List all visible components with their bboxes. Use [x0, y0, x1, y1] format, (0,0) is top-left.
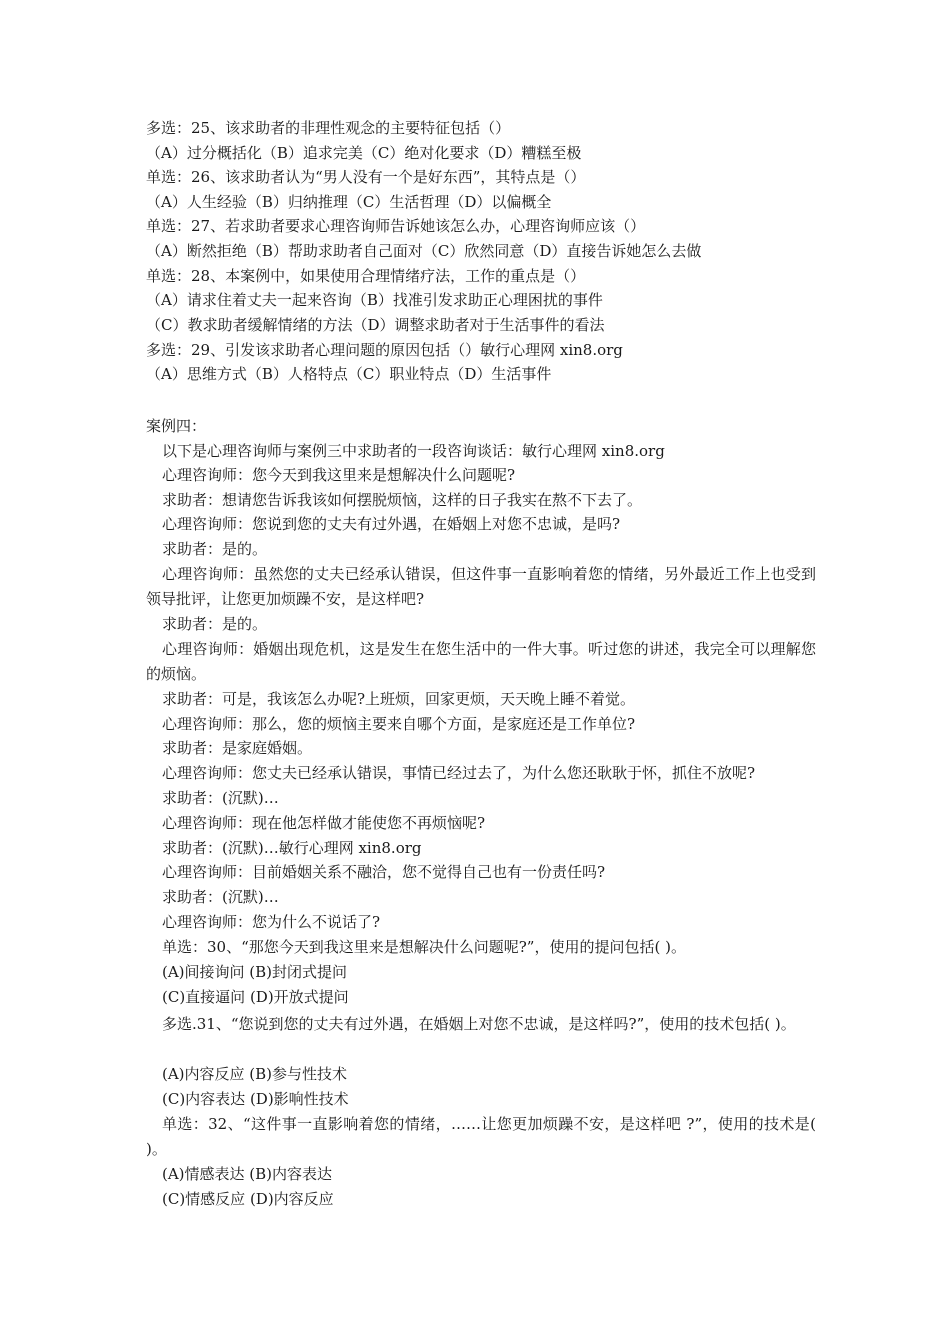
dialogue-paragraph: 心理咨询师：虽然您的丈夫已经承认错误，但这件事一直影响着您的情绪，另外最近工作上也受到领导批评，让您更加烦躁不安，是这样吧?	[146, 565, 816, 608]
question-29: 多选：29、引发该求助者心理问题的原因包括（）敏行心理网 xin8.org	[146, 341, 623, 359]
options-28-ab: （A）请求住着丈夫一起来咨询（B）找准引发求助正心理困扰的事件	[146, 291, 603, 309]
dialogue-line: 求助者：可是，我该怎么办呢?上班烦，回家更烦，天天晚上睡不着觉。	[162, 690, 636, 708]
dialogue-line: 心理咨询师：那么，您的烦恼主要来自哪个方面，是家庭还是工作单位?	[162, 715, 636, 733]
dialogue-line: 求助者：是家庭婚姻。	[162, 739, 313, 757]
question-32: 单选：32、“这件事一直影响着您的情绪，……让您更加烦躁不安，是这样吧 ?”，使用的技术是( )。	[146, 1115, 816, 1158]
dialogue-line: 求助者：是的。	[162, 540, 268, 558]
question-30: 单选：30、“那您今天到我这里来是想解决什么问题呢?”，使用的提问包括( )。	[162, 938, 686, 956]
dialogue-line: 求助者：(沉默)…	[162, 888, 279, 906]
dialogue-line: 求助者：(沉默)…	[162, 789, 279, 807]
dialogue-line: 心理咨询师：您为什么不说话了?	[162, 913, 381, 931]
question-25: 多选：25、该求助者的非理性观念的主要特征包括（）	[146, 119, 511, 137]
dialogue-intro: 以下是心理咨询师与案例三中求助者的一段咨询谈话：敏行心理网 xin8.org	[162, 442, 665, 460]
question-31: 多选.31、“您说到您的丈夫有过外遇，在婚姻上对您不忠诚，是这样吗?”，使用的技术包括( )。	[162, 1015, 796, 1033]
dialogue-line: 求助者：(沉默)…敏行心理网 xin8.org	[162, 839, 422, 857]
dialogue-line: 心理咨询师：您丈夫已经承认错误，事情已经过去了，为什么您还耿耿于怀，抓住不放呢?	[162, 764, 756, 782]
options-29: （A）思维方式（B）人格特点（C）职业特点（D）生活事件	[146, 365, 552, 383]
dialogue-line: 求助者：想请您告诉我该如何摆脱烦恼，这样的日子我实在熬不下去了。	[162, 491, 643, 509]
dialogue-line: 心理咨询师：目前婚姻关系不融洽，您不觉得自己也有一份责任吗?	[162, 863, 606, 881]
dialogue-line: 心理咨询师：您说到您的丈夫有过外遇，在婚姻上对您不忠诚，是吗?	[162, 515, 621, 533]
options-30-cd: (C)直接逼问 (D)开放式提问	[162, 988, 349, 1006]
dialogue-line: 求助者：是的。	[162, 615, 268, 633]
options-31-cd: (C)内容表达 (D)影响性技术	[162, 1090, 349, 1108]
options-28-cd: （C）教求助者缓解情绪的方法（D）调整求助者对于生活事件的看法	[146, 316, 605, 334]
options-25: （A）过分概括化（B）追求完美（C）绝对化要求（D）糟糕至极	[146, 144, 582, 162]
dialogue-line: 心理咨询师：您今天到我这里来是想解决什么问题呢?	[162, 466, 516, 484]
question-26: 单选：26、该求助者认为“男人没有一个是好东西”，其特点是（）	[146, 168, 586, 186]
options-30-ab: (A)间接询问 (B)封闭式提问	[162, 963, 348, 981]
options-27: （A）断然拒绝（B）帮助求助者自己面对（C）欣然同意（D）直接告诉她怎么去做	[146, 242, 702, 260]
options-32-cd: (C)情感反应 (D)内容反应	[162, 1190, 334, 1208]
options-32-ab: (A)情感表达 (B)内容表达	[162, 1165, 333, 1183]
dialogue-paragraph: 心理咨询师：婚姻出现危机，这是发生在您生活中的一件大事。听过您的讲述，我完全可以理解您的烦恼。	[146, 640, 816, 683]
options-26: （A）人生经验（B）归纳推理（C）生活哲理（D）以偏概全	[146, 193, 552, 211]
question-27: 单选：27、若求助者要求心理咨询师告诉她该怎么办，心理咨询师应该（）	[146, 217, 646, 235]
case-heading: 案例四：	[146, 417, 207, 435]
options-31-ab: (A)内容反应 (B)参与性技术	[162, 1065, 348, 1083]
question-28: 单选：28、本案例中，如果使用合理情绪疗法，工作的重点是（）	[146, 267, 586, 285]
dialogue-line: 心理咨询师：现在他怎样做才能使您不再烦恼呢?	[162, 814, 486, 832]
